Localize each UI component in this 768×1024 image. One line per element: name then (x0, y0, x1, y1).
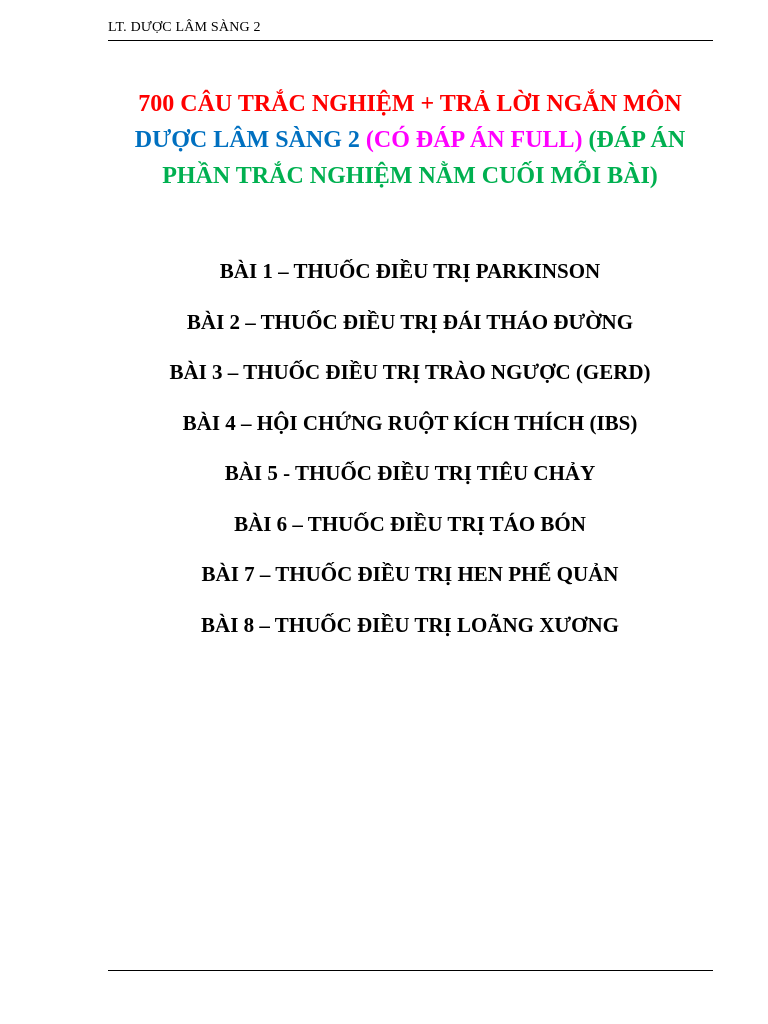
header-divider (108, 40, 713, 41)
running-header: LT. DƯỢC LÂM SÀNG 2 (108, 20, 261, 35)
title-line-2 (60, 122, 760, 158)
lesson-item-3: BÀI 3 – THUỐC ĐIỀU TRỊ TRÀO NGƯỢC (GERD) (169, 360, 651, 384)
title-line-1 (60, 86, 760, 122)
title-line-1-text: 700 CÂU TRẮC NGHIỆM + TRẢ LỜI NGẮN MÔN (138, 91, 682, 117)
lesson-item-5: BÀI 5 - THUỐC ĐIỀU TRỊ TIÊU CHẢY (224, 461, 596, 485)
lesson-item-2: BÀI 2 – THUỐC ĐIỀU TRỊ ĐÁI THÁO ĐƯỜNG (186, 309, 634, 334)
lesson-item-4: BÀI 4 – HỘI CHỨNG RUỘT KÍCH THÍCH (IBS) (182, 410, 638, 435)
lesson-item-7: BÀI 7 – THUỐC ĐIỀU TRỊ HEN PHẾ QUẢN (201, 562, 619, 586)
lesson-item-1: BÀI 1 – THUỐC ĐIỀU TRỊ PARKINSON (219, 259, 601, 283)
lesson-item-6: BÀI 6 – THUỐC ĐIỀU TRỊ TÁO BÓN (234, 511, 586, 536)
title-full-answers-text: (CÓ ĐÁP ÁN FULL) (365, 127, 583, 153)
lesson-item-8: BÀI 8 – THUỐC ĐIỀU TRỊ LOÃNG XƯƠNG (201, 612, 619, 637)
footer-divider (108, 970, 713, 971)
title-answer-note-end: PHẦN TRẮC NGHIỆM NẰM CUỐI MỖI BÀI) (162, 163, 658, 189)
document-title (60, 86, 760, 194)
title-answer-note-start: (ĐÁP ÁN (588, 127, 686, 153)
lesson-list (60, 255, 760, 659)
title-subject-text: DƯỢC LÂM SÀNG 2 (134, 127, 360, 153)
title-line-3 (60, 158, 760, 194)
